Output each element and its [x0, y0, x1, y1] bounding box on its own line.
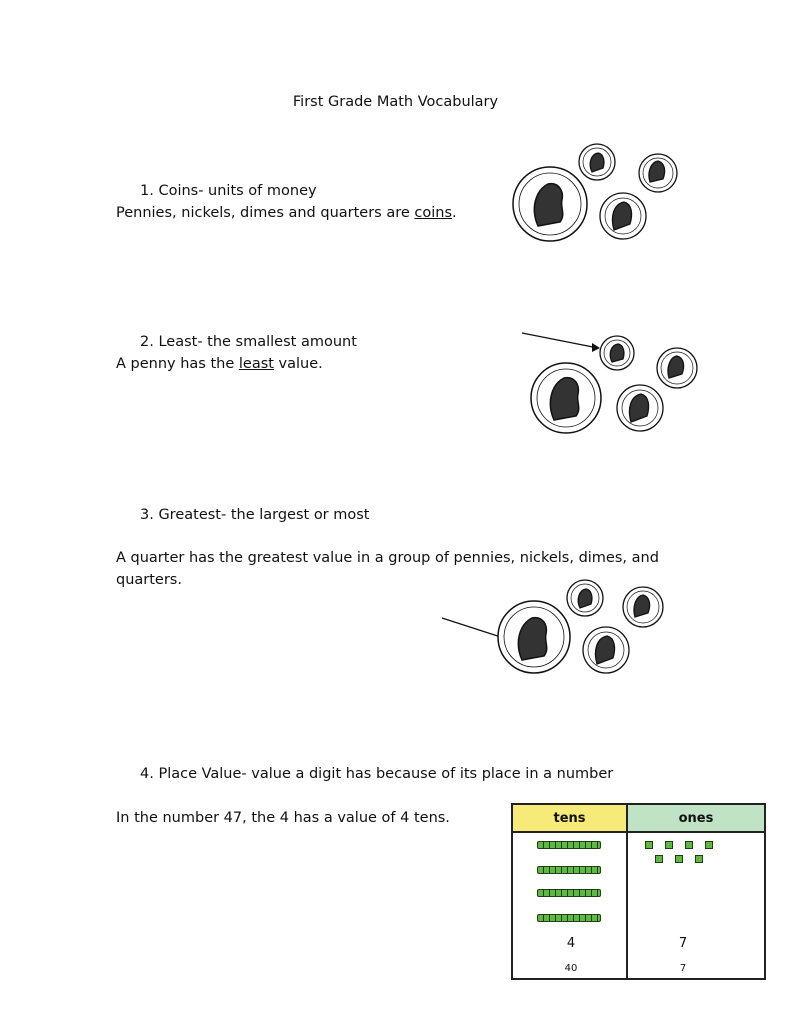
one-cube: [705, 841, 713, 849]
one-cube: [665, 841, 673, 849]
item-2-sentence: [116, 356, 323, 372]
ones-value: 7: [679, 963, 687, 974]
item-3-sentence-line1: A quarter has the greatest value in a group of pennies, nickels, dimes, and: [116, 550, 659, 566]
page-title: First Grade Math Vocabulary: [292, 94, 499, 110]
coins-illustration-greatest: [440, 580, 680, 680]
coins-illustration: [500, 138, 690, 248]
item-1-heading: 1. Coins- units of money: [140, 183, 317, 199]
one-cube: [695, 855, 703, 863]
penny-coin-icon: [579, 144, 615, 180]
dime-coin-icon: [639, 154, 677, 192]
item-3-heading: 3. Greatest- the largest or most: [140, 507, 370, 523]
item-4-sentence: In the number 47, the 4 has a value of 4 tens.: [116, 810, 450, 826]
ones-digit: 7: [678, 936, 688, 951]
one-cube: [655, 855, 663, 863]
one-cube: [685, 841, 693, 849]
item-1-text: Pennies, nickels, dimes and quarters are: [116, 205, 415, 221]
one-cube: [675, 855, 683, 863]
item-1-term: coins: [414, 205, 453, 221]
column-divider: [626, 833, 628, 978]
item-2-punct: value.: [273, 356, 323, 372]
item-2-text: A penny has the: [116, 356, 239, 372]
item-1-sentence: [116, 205, 457, 221]
nickel-coin-icon: [600, 193, 646, 239]
item-2-heading: 2. Least- the smallest amount: [140, 334, 357, 350]
item-2-term: least: [238, 356, 274, 372]
tens-value: 40: [564, 963, 578, 974]
one-cube: [645, 841, 653, 849]
ten-rod: [537, 914, 601, 922]
ten-rod: [537, 889, 601, 897]
tens-header: tens: [513, 805, 628, 833]
ten-rod: [537, 866, 601, 874]
coins-illustration-least: [520, 328, 710, 438]
ten-rod: [537, 841, 601, 849]
item-4-heading: 4. Place Value- value a digit has because of its place in a number: [140, 766, 614, 782]
item-3-sentence-line2: quarters.: [116, 572, 182, 588]
item-1-punct: .: [452, 205, 457, 221]
place-value-table: [511, 803, 766, 980]
ones-header: ones: [628, 805, 764, 833]
tens-digit: 4: [566, 936, 576, 951]
quarter-coin-icon: [513, 167, 587, 241]
arrow-pointer-icon: [522, 333, 598, 348]
